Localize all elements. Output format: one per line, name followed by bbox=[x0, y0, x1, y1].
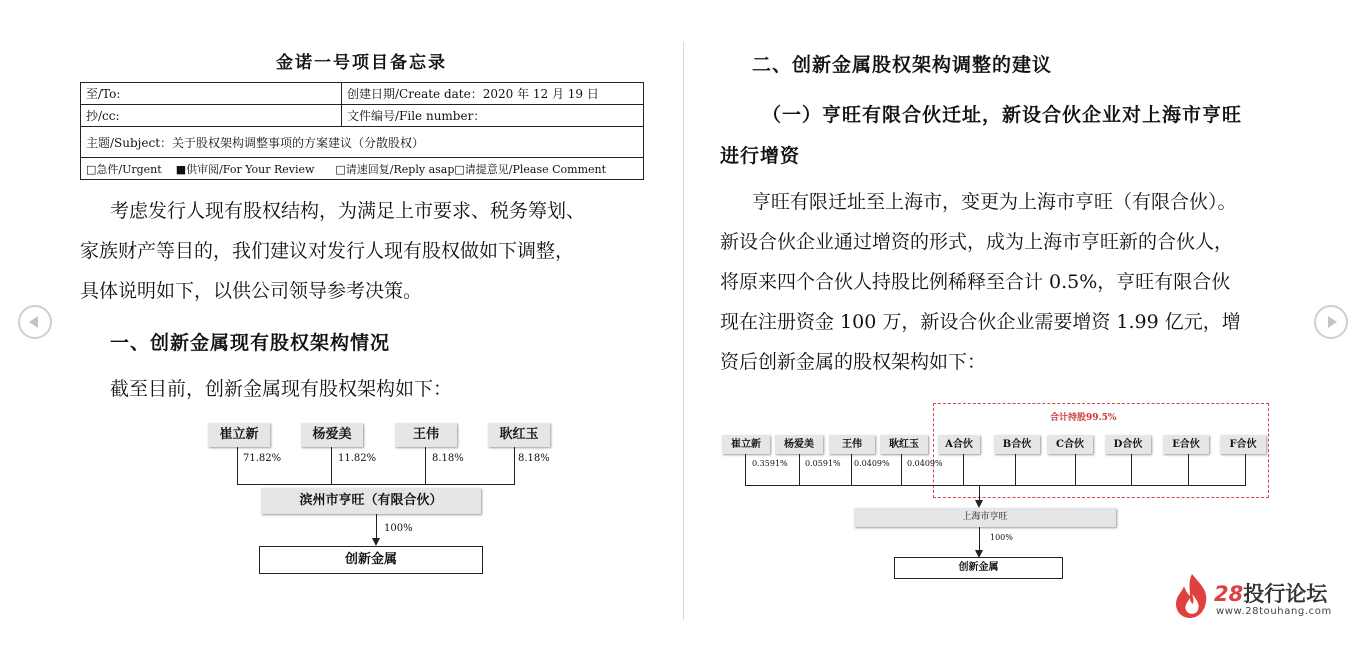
right-para-line: 资后创新金属的股权架构如下： bbox=[720, 351, 987, 373]
logo-number: 28 bbox=[1214, 582, 1244, 606]
memo-cc: 抄/cc: bbox=[81, 105, 342, 127]
next-page-button[interactable] bbox=[1314, 305, 1348, 339]
holder-box: 崔立新 bbox=[722, 435, 770, 454]
logo-name: 投行论坛 bbox=[1243, 582, 1328, 606]
right-para-line: 新设合伙企业通过增资的形式，成为上海市亨旺新的合伙人， bbox=[720, 231, 1234, 253]
middle-pct: 100% bbox=[990, 533, 1013, 542]
right-subheading: 进行增资 bbox=[720, 145, 801, 167]
partner-box: B合伙 bbox=[994, 435, 1040, 454]
holder-box: 王伟 bbox=[829, 435, 875, 454]
partner-box: F合伙 bbox=[1220, 435, 1266, 454]
left-para-line: 考虑发行人现有股权结构，为满足上市要求、税务筹划、 bbox=[110, 200, 586, 222]
logo-title bbox=[1214, 578, 1327, 608]
holder-box: 崔立新 bbox=[208, 423, 270, 447]
page-divider bbox=[683, 42, 684, 620]
combined-holdings-label: 合计持股99.5% bbox=[1050, 413, 1117, 423]
holder-pct: 8.18% bbox=[432, 453, 464, 464]
left-para-line: 家族财产等目的，我们建议对发行人现有股权做如下调整， bbox=[80, 240, 575, 262]
right-subheading: （一）亨旺有限合伙迁址，新设合伙企业对上海市亨旺 bbox=[762, 104, 1243, 126]
urgent-checkbox: □急件/Urgent bbox=[86, 162, 162, 176]
middle-pct: 100% bbox=[384, 523, 413, 534]
middle-entity-box: 滨州市亨旺（有限合伙） bbox=[261, 488, 481, 514]
holder-pct: 0.0409% bbox=[907, 459, 943, 468]
bottom-entity-box: 创新金属 bbox=[894, 557, 1063, 579]
logo-url: www.28touhang.com bbox=[1216, 606, 1332, 617]
holder-box: 杨爱美 bbox=[775, 435, 823, 454]
right-heading: 二、创新金属股权架构调整的建议 bbox=[752, 54, 1053, 76]
flame-logo-icon bbox=[1172, 572, 1212, 620]
holder-box: 耿红玉 bbox=[488, 423, 550, 447]
memo-file-no: 文件编号/File number： bbox=[342, 105, 644, 127]
right-para-line: 现在注册资金 100 万，新设合伙企业需要增资 1.99 亿元，增 bbox=[720, 311, 1241, 333]
holder-pct: 11.82% bbox=[338, 453, 377, 464]
left-para-line: 截至目前，创新金属现有股权架构如下： bbox=[110, 378, 453, 400]
memo-header-table bbox=[80, 82, 644, 180]
prev-page-button[interactable] bbox=[18, 305, 52, 339]
holder-box: 杨爱美 bbox=[301, 423, 363, 447]
holder-pct: 0.0591% bbox=[805, 459, 841, 468]
partner-box: C合伙 bbox=[1047, 435, 1093, 454]
holder-pct: 0.0409% bbox=[854, 459, 890, 468]
right-para-line: 将原来四个合伙人持股比例稀释至合计 0.5%，亨旺有限合伙 bbox=[720, 271, 1231, 293]
memo-to: 至/To: bbox=[81, 83, 342, 105]
right-para-line: 亨旺有限迁址至上海市，变更为上海市亨旺（有限合伙）。 bbox=[752, 191, 1237, 213]
partner-box: A合伙 bbox=[938, 435, 980, 454]
memo-title: 金诺一号项目备忘录 bbox=[276, 53, 447, 73]
comment-checkbox: □请提意见/Please Comment bbox=[454, 162, 607, 176]
holder-box: 耿红玉 bbox=[880, 435, 928, 454]
left-heading: 一、创新金属现有股权架构情况 bbox=[110, 332, 391, 354]
reply-checkbox: □请速回复/Reply asap bbox=[335, 162, 455, 176]
memo-subject: 主题/Subject：关于股权架构调整事项的方案建议（分散股权） bbox=[81, 127, 644, 158]
holder-box: 王伟 bbox=[395, 423, 457, 447]
memo-checkboxes bbox=[81, 158, 644, 180]
holder-pct: 8.18% bbox=[518, 453, 550, 464]
memo-created: 创建日期/Create date：2020 年 12 月 19 日 bbox=[342, 83, 644, 105]
review-checkbox: ■供审阅/For Your Review bbox=[175, 162, 315, 176]
holder-pct: 0.3591% bbox=[752, 459, 788, 468]
partner-box: E合伙 bbox=[1163, 435, 1209, 454]
bottom-entity-box: 创新金属 bbox=[259, 546, 483, 574]
middle-entity-box: 上海市亨旺 bbox=[854, 508, 1116, 527]
left-para-line: 具体说明如下，以供公司领导参考决策。 bbox=[80, 280, 423, 302]
holder-pct: 71.82% bbox=[243, 453, 282, 464]
partner-box: D合伙 bbox=[1105, 435, 1151, 454]
